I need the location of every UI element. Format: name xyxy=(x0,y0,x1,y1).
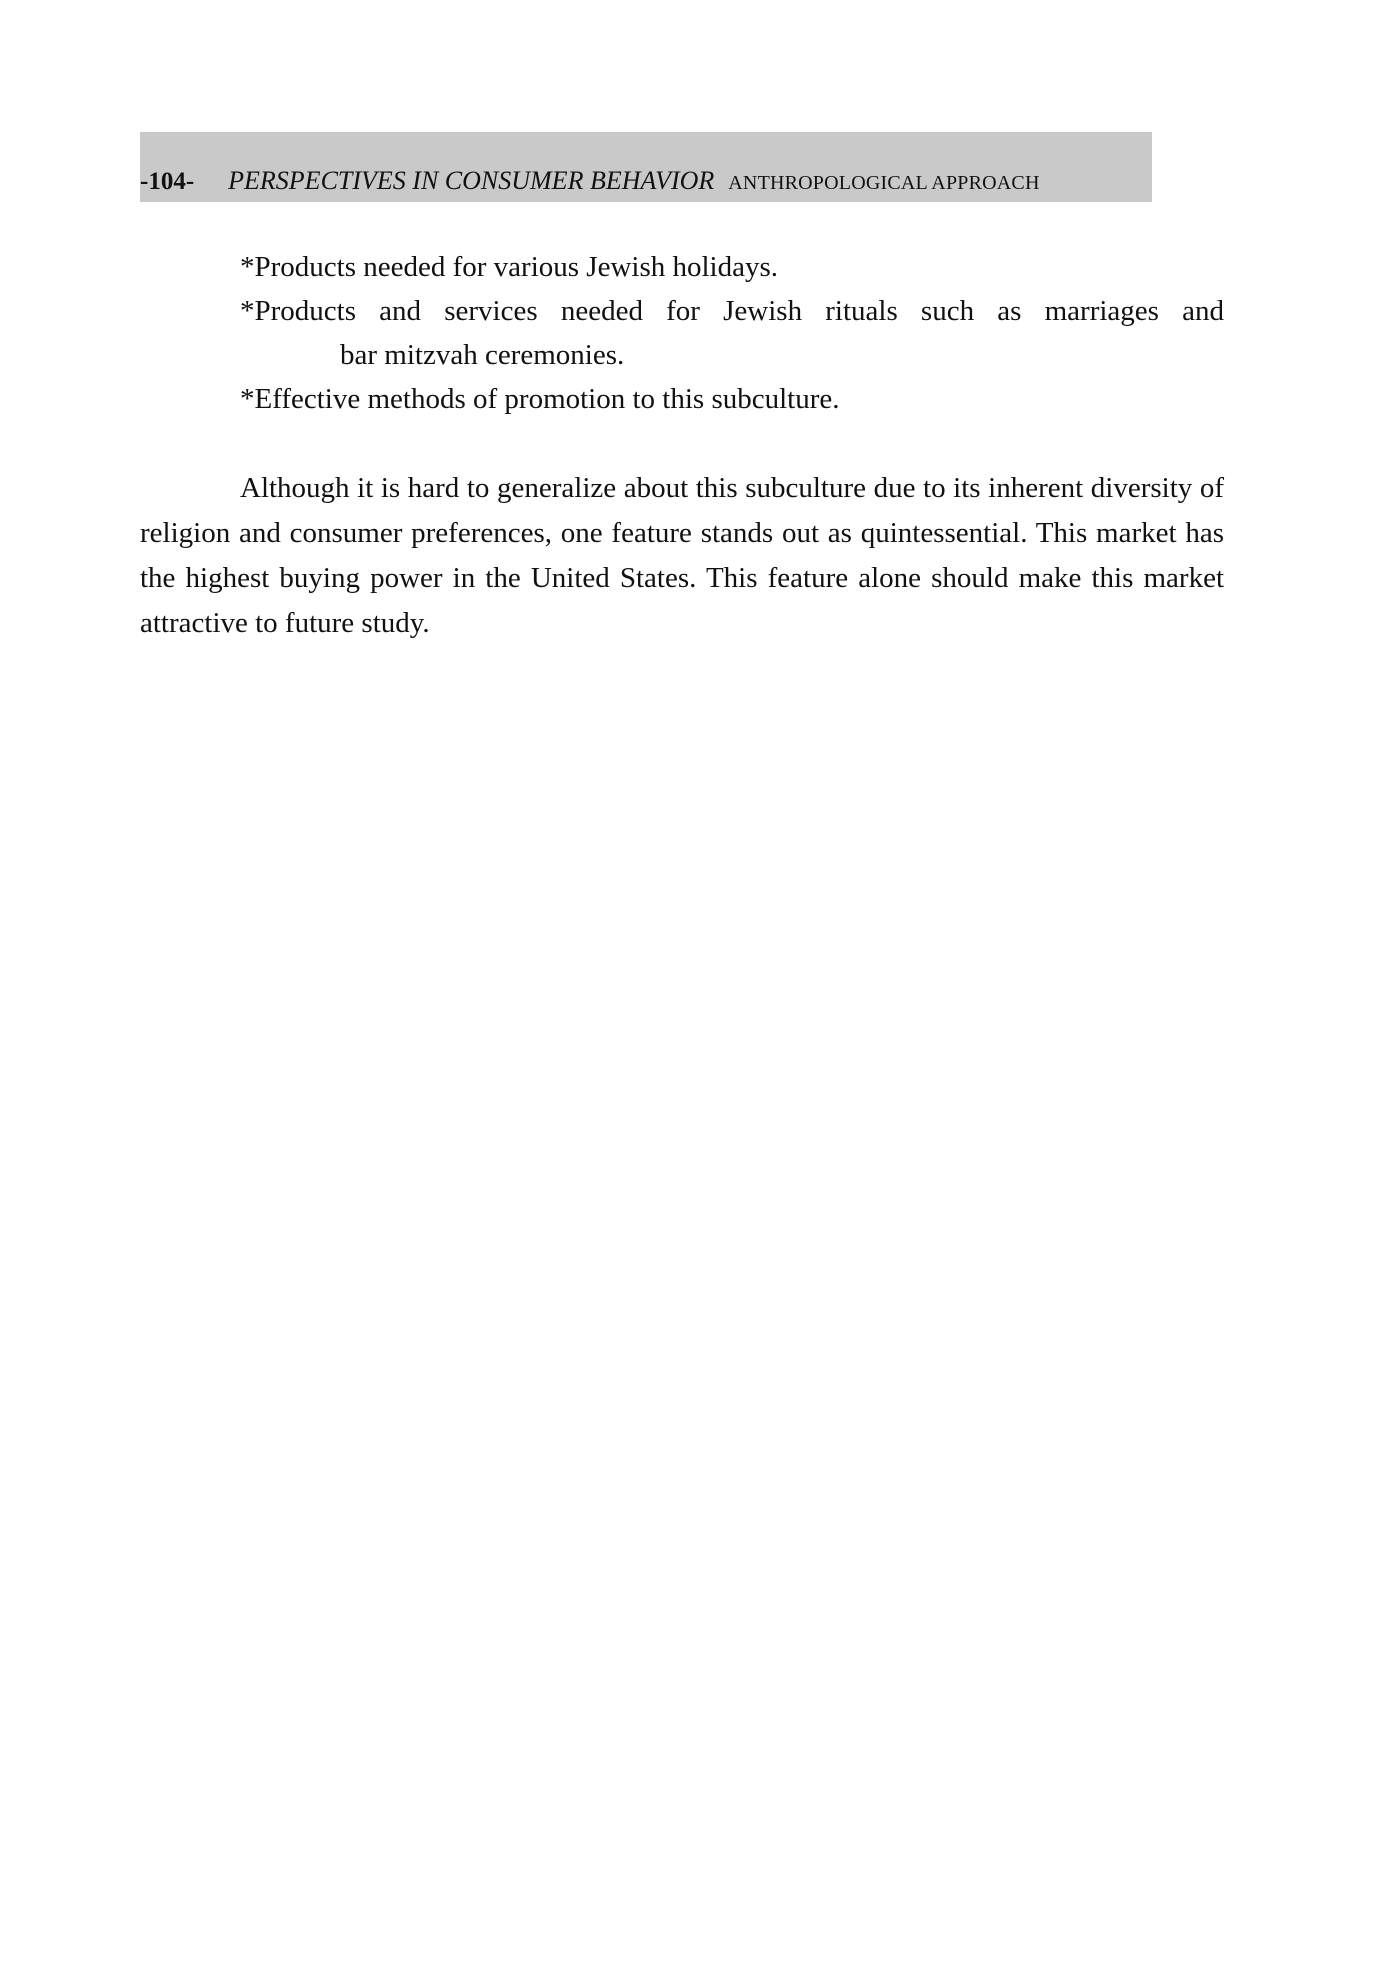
page-number: -104- xyxy=(140,168,195,195)
bullet-text: *Products and services needed for Jewish rituals such as marriages and xyxy=(240,295,1224,327)
bullet-item xyxy=(240,245,1224,289)
body-paragraph: Although it is hard to generalize about this subculture due to its inherent diversity of religion and consumer preferences, one feature stands out as quintessential. This market has the highest buying power in the United States. This feature alone should make this market attractive to future study. xyxy=(140,472,1224,639)
bullet-text: *Effective methods of promotion to this subculture. xyxy=(240,383,840,415)
bullet-item xyxy=(240,377,1224,421)
bullet-continuation-text: bar mitzvah ceremonies. xyxy=(340,339,625,371)
book-title: PERSPECTIVES IN CONSUMER BEHAVIOR xyxy=(228,166,715,195)
running-header xyxy=(140,132,1152,202)
section-title: ANTHROPOLOGICAL APPROACH xyxy=(728,172,1040,194)
header-text xyxy=(140,168,1040,194)
bullet-text: *Products needed for various Jewish holidays. xyxy=(240,251,779,283)
bullet-list xyxy=(240,245,1224,421)
bullet-item xyxy=(240,289,1224,333)
bullet-item-continuation xyxy=(240,333,1224,377)
